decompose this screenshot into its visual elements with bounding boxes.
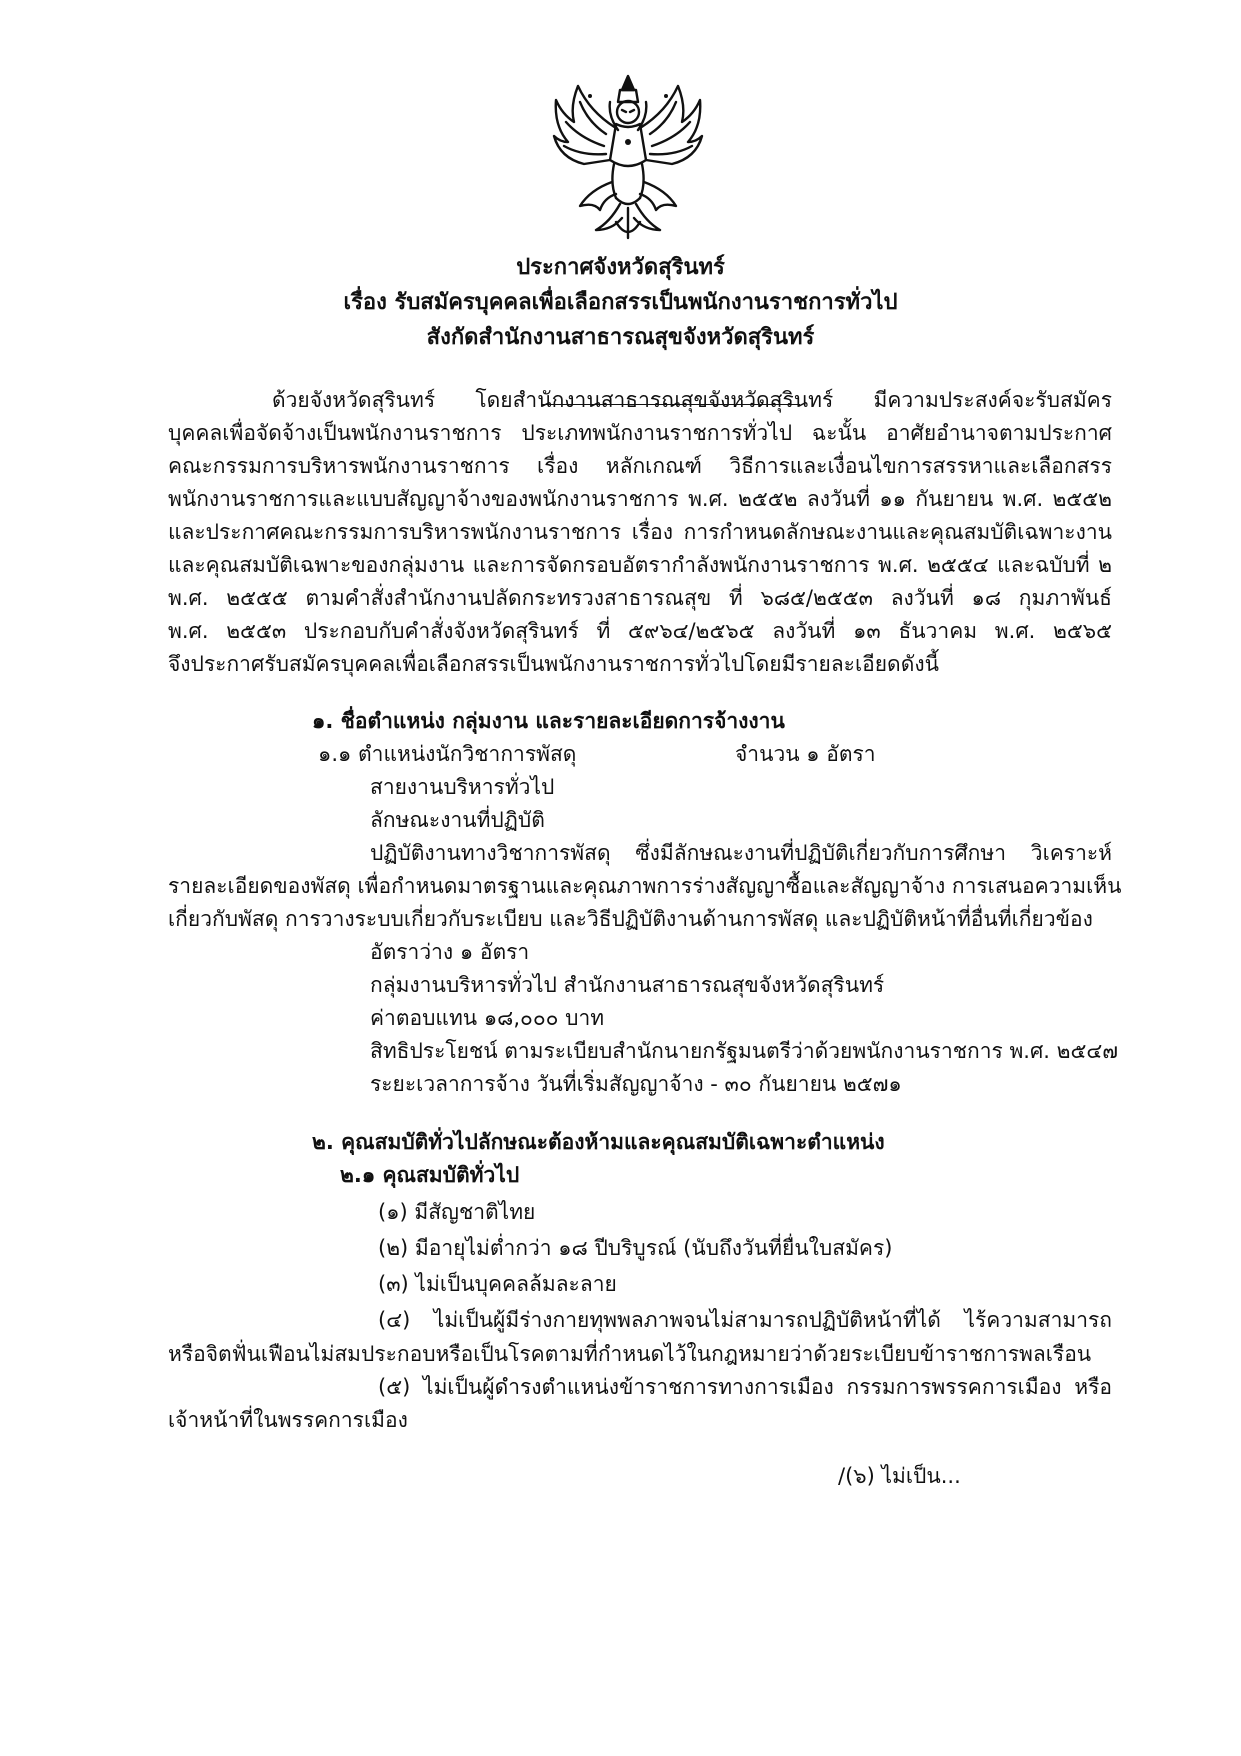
doc-affiliation: สังกัดสำนักงานสาธารณสุขจังหวัดสุรินทร์ [426, 325, 815, 350]
duties-heading: ลักษณะงานที่ปฏิบัติ [370, 808, 545, 832]
qualification-item: (๕) ไม่เป็นผู้ดำรงตำแหน่งข้าราชการทางการเมือง กรรมการพรรคการเมือง หรือ [378, 1375, 1112, 1399]
intro-line: และประกาศคณะกรรมการบริหารพนักงานราชการ เรื่อง การกำหนดลักษณะงานและคุณสมบัติเฉพาะงาน [168, 520, 1112, 544]
vacancy: อัตราว่าง ๑ อัตรา [370, 940, 530, 964]
intro-line: ด้วยจังหวัดสุรินทร์ โดยสำนักงานสาธารณสุขจังหวัดสุรินทร์ มีความประสงค์จะรับสมัคร [272, 388, 1112, 412]
intro-line: พนักงานราชการและแบบสัญญาจ้างของพนักงานราชการ พ.ศ. ๒๕๕๒ ลงวันที่ ๑๑ กันยายน พ.ศ. ๒๕๕๒ [168, 487, 1112, 511]
intro-line: พ.ศ. ๒๕๕๓ ประกอบกับคำสั่งจังหวัดสุรินทร์ ที่ ๕๙๖๔/๒๕๖๕ ลงวันที่ ๑๓ ธันวาคม พ.ศ. ๒๕๖๕ [168, 619, 1112, 643]
qualification-item: (๔) ไม่เป็นผู้มีร่างกายทุพพลภาพจนไม่สามารถปฏิบัติหน้าที่ได้ ไร้ความสามารถ [378, 1308, 1112, 1332]
section2-subheading: ๒.๑ คุณสมบัติทั่วไป [340, 1163, 520, 1187]
section1-heading: ๑. ชื่อตำแหน่ง กลุ่มงาน และรายละเอียดการจ้างงาน [312, 709, 785, 733]
intro-line: บุคคลเพื่อจัดจ้างเป็นพนักงานราชการ ประเภทพนักงานราชการทั่วไป ฉะนั้น อาศัยอำนาจตามประกาศ [168, 421, 1112, 445]
section2-heading: ๒. คุณสมบัติทั่วไปลักษณะต้องห้ามและคุณสมบัติเฉพาะตำแหน่ง [312, 1130, 885, 1154]
duties-line: รายละเอียดของพัสดุ เพื่อกำหนดมาตรฐานและคุณภาพการร่างสัญญาซื้อและสัญญาจ้าง การเสนอความเห็น [168, 874, 1122, 898]
position-title: ๑.๑ ตำแหน่งนักวิชาการพัสดุ [318, 742, 577, 766]
doc-subject: เรื่อง รับสมัครบุคคลเพื่อเลือกสรรเป็นพนักงานราชการทั่วไป [343, 290, 898, 315]
position-quota: จำนวน ๑ อัตรา [735, 742, 876, 766]
qualification-item: (๒) มีอายุไม่ต่ำกว่า ๑๘ ปีบริบูรณ์ (นับถึงวันที่ยื่นใบสมัคร) [378, 1236, 893, 1260]
qualification-item: (๓) ไม่เป็นบุคคลล้มละลาย [378, 1272, 617, 1296]
work-group: กลุ่มงานบริหารทั่วไป สำนักงานสาธารณสุขจังหวัดสุรินทร์ [370, 973, 885, 997]
garuda-emblem-icon [550, 72, 706, 242]
intro-line: คณะกรรมการบริหารพนักงานราชการ เรื่อง หลักเกณฑ์ วิธีการและเงื่อนไขการสรรหาและเลือกสรร [168, 454, 1112, 478]
qualification-item-cont: หรือจิตฟั่นเฟือนไม่สมประกอบหรือเป็นโรคตามที่กำหนดไว้ในกฎหมายว่าด้วยระเบียบข้าราชการพลเรือน [168, 1342, 1092, 1366]
duties-line: ปฏิบัติงานทางวิชาการพัสดุ ซึ่งมีลักษณะงานที่ปฏิบัติเกี่ยวกับการศึกษา วิเคราะห์ [370, 841, 1112, 865]
qualification-item-cont: เจ้าหน้าที่ในพรรคการเมือง [168, 1408, 408, 1432]
qualification-item: (๑) มีสัญชาติไทย [378, 1200, 536, 1224]
doc-title: ประกาศจังหวัดสุรินทร์ [516, 255, 725, 280]
benefits: สิทธิประโยชน์ ตามระเบียบสำนักนายกรัฐมนตรีว่าด้วยพนักงานราชการ พ.ศ. ๒๕๔๗ [370, 1039, 1119, 1063]
page-continuation: /(๖) ไม่เป็น... [838, 1464, 961, 1488]
intro-line: พ.ศ. ๒๕๕๕ ตามคำสั่งสำนักงานปลัดกระทรวงสาธารณสุข ที่ ๖๘๕/๒๕๕๓ ลงวันที่ ๑๘ กุมภาพันธ์ [168, 586, 1112, 610]
duties-line: เกี่ยวกับพัสดุ การวางระบบเกี่ยวกับระเบียบ และวิธีปฏิบัติงานด้านการพัสดุ และปฏิบัติหน้าที่อื่นที่เกี่ยวข้อง [168, 907, 1093, 931]
intro-line: จึงประกาศรับสมัครบุคคลเพื่อเลือกสรรเป็นพนักงานราชการทั่วไปโดยมีรายละเอียดดังนี้ [168, 652, 939, 676]
compensation: ค่าตอบแทน ๑๘,๐๐๐ บาท [370, 1006, 605, 1030]
employment-term: ระยะเวลาการจ้าง วันที่เริ่มสัญญาจ้าง - ๓๐ กันยายน ๒๕๗๑ [370, 1072, 902, 1096]
line-of-work: สายงานบริหารทั่วไป [370, 775, 555, 799]
intro-line: และคุณสมบัติเฉพาะของกลุ่มงาน และการจัดกรอบอัตรากำลังพนักงานราชการ พ.ศ. ๒๕๕๔ และฉบับที่ ๒ [168, 553, 1112, 577]
